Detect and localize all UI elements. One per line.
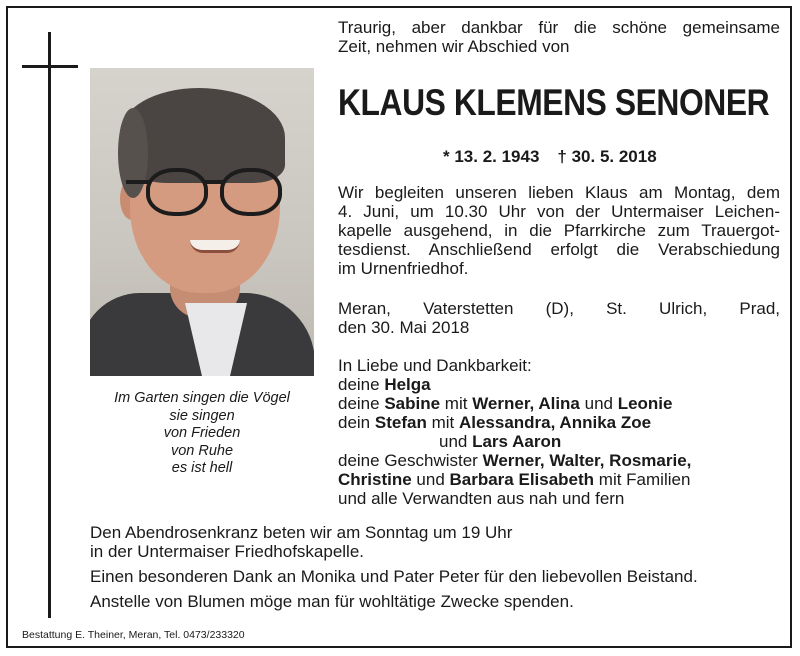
place-line: den 30. Mai 2018 [338,318,470,337]
intro-text [338,18,780,56]
place-date [338,299,780,337]
poem-line: Im Garten singen die Vögel [114,390,290,406]
body-line: kapelle ausgehend, in die Pfarrkirche zum Trauergot- [338,221,780,240]
funeral-details [338,183,780,278]
poem-line: von Ruhe [170,442,234,459]
poem-line: von Frieden [163,425,241,441]
family-line: und Lars Aaron [439,432,562,451]
thanks-line: Einen besonderen Dank an Monika und Pater Peter für den liebevollen Beistand. [90,567,698,586]
poem-line: es ist hell [171,460,233,476]
rosary-line: in der Untermaiser Friedhofskapelle. [90,542,365,561]
portrait-photo [90,68,314,376]
intro-line: Zeit, nehmen wir Abschied von [338,37,570,56]
poem-line: sie singen [169,407,235,424]
deceased-name: KLAUS KLEMENS SENONER [338,82,770,123]
rosary-line: Den Abendrosenkranz beten wir am Sonntag um 19 Uhr [90,523,513,542]
birth-date: * 13. 2. 1943 [443,147,540,166]
body-line: 4. Juni, um 10.30 Uhr von der Untermaiser Leichen- [338,202,780,221]
donation-line: Anstelle von Blumen möge man für wohltätige Zwecke spenden. [90,592,574,611]
family-line: und alle Verwandten aus nah und fern [338,489,625,508]
family-line: deine Helga [338,375,431,394]
closing-notes [90,523,780,611]
family-line: Christine und Barbara Elisabeth mit Familien [338,470,691,489]
cross-icon-bar [22,65,78,68]
place-line: Meran, Vaterstetten (D), St. Ulrich, Prad, [338,299,780,318]
mourners-list [338,356,780,508]
body-line: tesdienst. Anschließend erfolgt die Verabschiedung [338,240,780,259]
body-line: Wir begleiten unseren lieben Klaus am Montag, dem [338,183,780,202]
family-heading: In Liebe und Dankbarkeit: [338,356,532,375]
family-line: deine Geschwister Werner, Walter, Rosmarie, [338,451,692,470]
family-line: deine Sabine mit Werner, Alina und Leonie [338,394,673,413]
life-dates [443,147,657,167]
family-line: dein Stefan mit Alessandra, Annika Zoe [338,413,652,432]
poem [90,390,314,478]
funeral-home-footer: Bestattung E. Theiner, Meran, Tel. 0473/233320 [22,629,245,641]
body-line: im Urnenfriedhof. [338,259,469,278]
death-date: † 30. 5. 2018 [557,147,657,166]
intro-line: Traurig, aber dankbar für die schöne gemeinsame [338,18,780,37]
cross-icon [48,32,51,618]
